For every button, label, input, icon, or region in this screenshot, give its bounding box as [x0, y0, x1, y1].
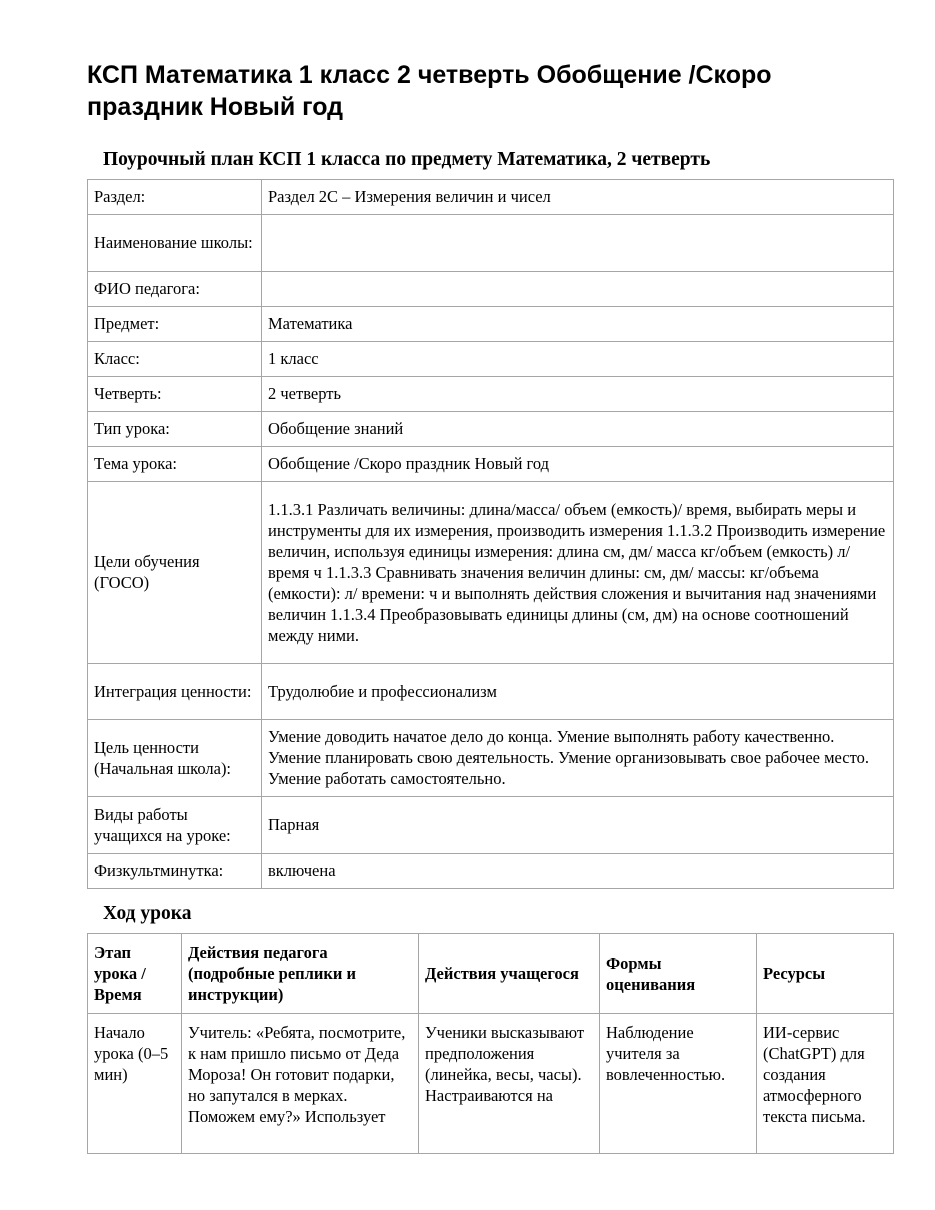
- info-label: Тема урока:: [88, 447, 262, 482]
- info-label: Тип урока:: [88, 412, 262, 447]
- info-label: Цель ценности (Начальная школа):: [88, 720, 262, 797]
- info-value: 1.1.3.1 Различать величины: длина/масса/ объем (емкость)/ время, выбирать меры и инструменты для их измерения, производить измерения 1.1.3.2 Производить измерение величин, используя единицы измерения: длина см, дм/ масса кг/объем (емкость) л/ время ч 1.1.3.3 Сравнивать значения величин длины: см, дм/ массы: кг/объема (емкости): л/ времени: ч и выполнять действия сложения и вычитания над значениями величин 1.1.3.4 Преобразовывать единицы длины (см, дм) на основе соотношений между ними.: [262, 482, 894, 664]
- info-value: Обобщение знаний: [262, 412, 894, 447]
- flow-stage: Начало урока (0–5 мин): [88, 1014, 182, 1154]
- info-value: Обобщение /Скоро праздник Новый год: [262, 447, 894, 482]
- info-value: Трудолюбие и профессионализм: [262, 664, 894, 720]
- document-title: КСП Математика 1 класс 2 четверть Обобщение /Скоро праздник Новый год: [87, 61, 772, 121]
- info-label: Физкультминутка:: [88, 854, 262, 889]
- info-value: Раздел 2С – Измерения величин и чисел: [262, 180, 894, 215]
- info-value: включена: [262, 854, 894, 889]
- info-row: [88, 180, 894, 215]
- info-value: Математика: [262, 307, 894, 342]
- info-value: Парная: [262, 797, 894, 854]
- info-label: Предмет:: [88, 307, 262, 342]
- flow-header-teacher: Действия педагога (подробные реплики и инструкции): [182, 934, 419, 1014]
- lesson-info-table: [87, 179, 894, 889]
- flow-resources: ИИ-сервис (ChatGPT) для создания атмосферного текста письма.: [757, 1014, 894, 1154]
- info-row: [88, 664, 894, 720]
- lesson-flow-table: [87, 933, 894, 1154]
- flow-row: [88, 1014, 894, 1154]
- info-row: [88, 797, 894, 854]
- info-row: [88, 482, 894, 664]
- info-label: Четверть:: [88, 377, 262, 412]
- info-row: [88, 447, 894, 482]
- flow-heading: Ход урока: [103, 903, 192, 924]
- info-label: Интеграция ценности:: [88, 664, 262, 720]
- info-value: 2 четверть: [262, 377, 894, 412]
- flow-assessment: Наблюдение учителя за вовлеченностью.: [600, 1014, 757, 1154]
- info-row: [88, 854, 894, 889]
- flow-header-resources: Ресурсы: [757, 934, 894, 1014]
- info-row: [88, 272, 894, 307]
- info-row: [88, 307, 894, 342]
- info-row: [88, 342, 894, 377]
- info-row: [88, 377, 894, 412]
- plan-heading: Поурочный план КСП 1 класса по предмету Математика, 2 четверть: [103, 149, 711, 170]
- flow-header-stage: Этап урока / Время: [88, 934, 182, 1014]
- info-label: Виды работы учащихся на уроке:: [88, 797, 262, 854]
- info-row: [88, 215, 894, 272]
- flow-header-assessment: Формы оценивания: [600, 934, 757, 1014]
- info-label: Цели обучения (ГОСО): [88, 482, 262, 664]
- info-value: [262, 272, 894, 307]
- info-value: 1 класс: [262, 342, 894, 377]
- flow-student-actions: Ученики высказывают предположения (линейка, весы, часы). Настраиваются на: [419, 1014, 600, 1154]
- flow-header-student: Действия учащегося: [419, 934, 600, 1014]
- info-label: Наименование школы:: [88, 215, 262, 272]
- info-label: Раздел:: [88, 180, 262, 215]
- flow-teacher-actions: Учитель: «Ребята, посмотрите, к нам пришло письмо от Деда Мороза! Он готовит подарки, но запутался в мерках. Поможем ему?» Использует: [182, 1014, 419, 1154]
- info-value: [262, 215, 894, 272]
- flow-header-row: [88, 934, 894, 1014]
- info-row: [88, 720, 894, 797]
- info-label: Класс:: [88, 342, 262, 377]
- info-row: [88, 412, 894, 447]
- info-value: Умение доводить начатое дело до конца. Умение выполнять работу качественно. Умение планировать свою деятельность. Умение организовывать свое рабочее место. Умение работать самостоятельно.: [262, 720, 894, 797]
- info-label: ФИО педагога:: [88, 272, 262, 307]
